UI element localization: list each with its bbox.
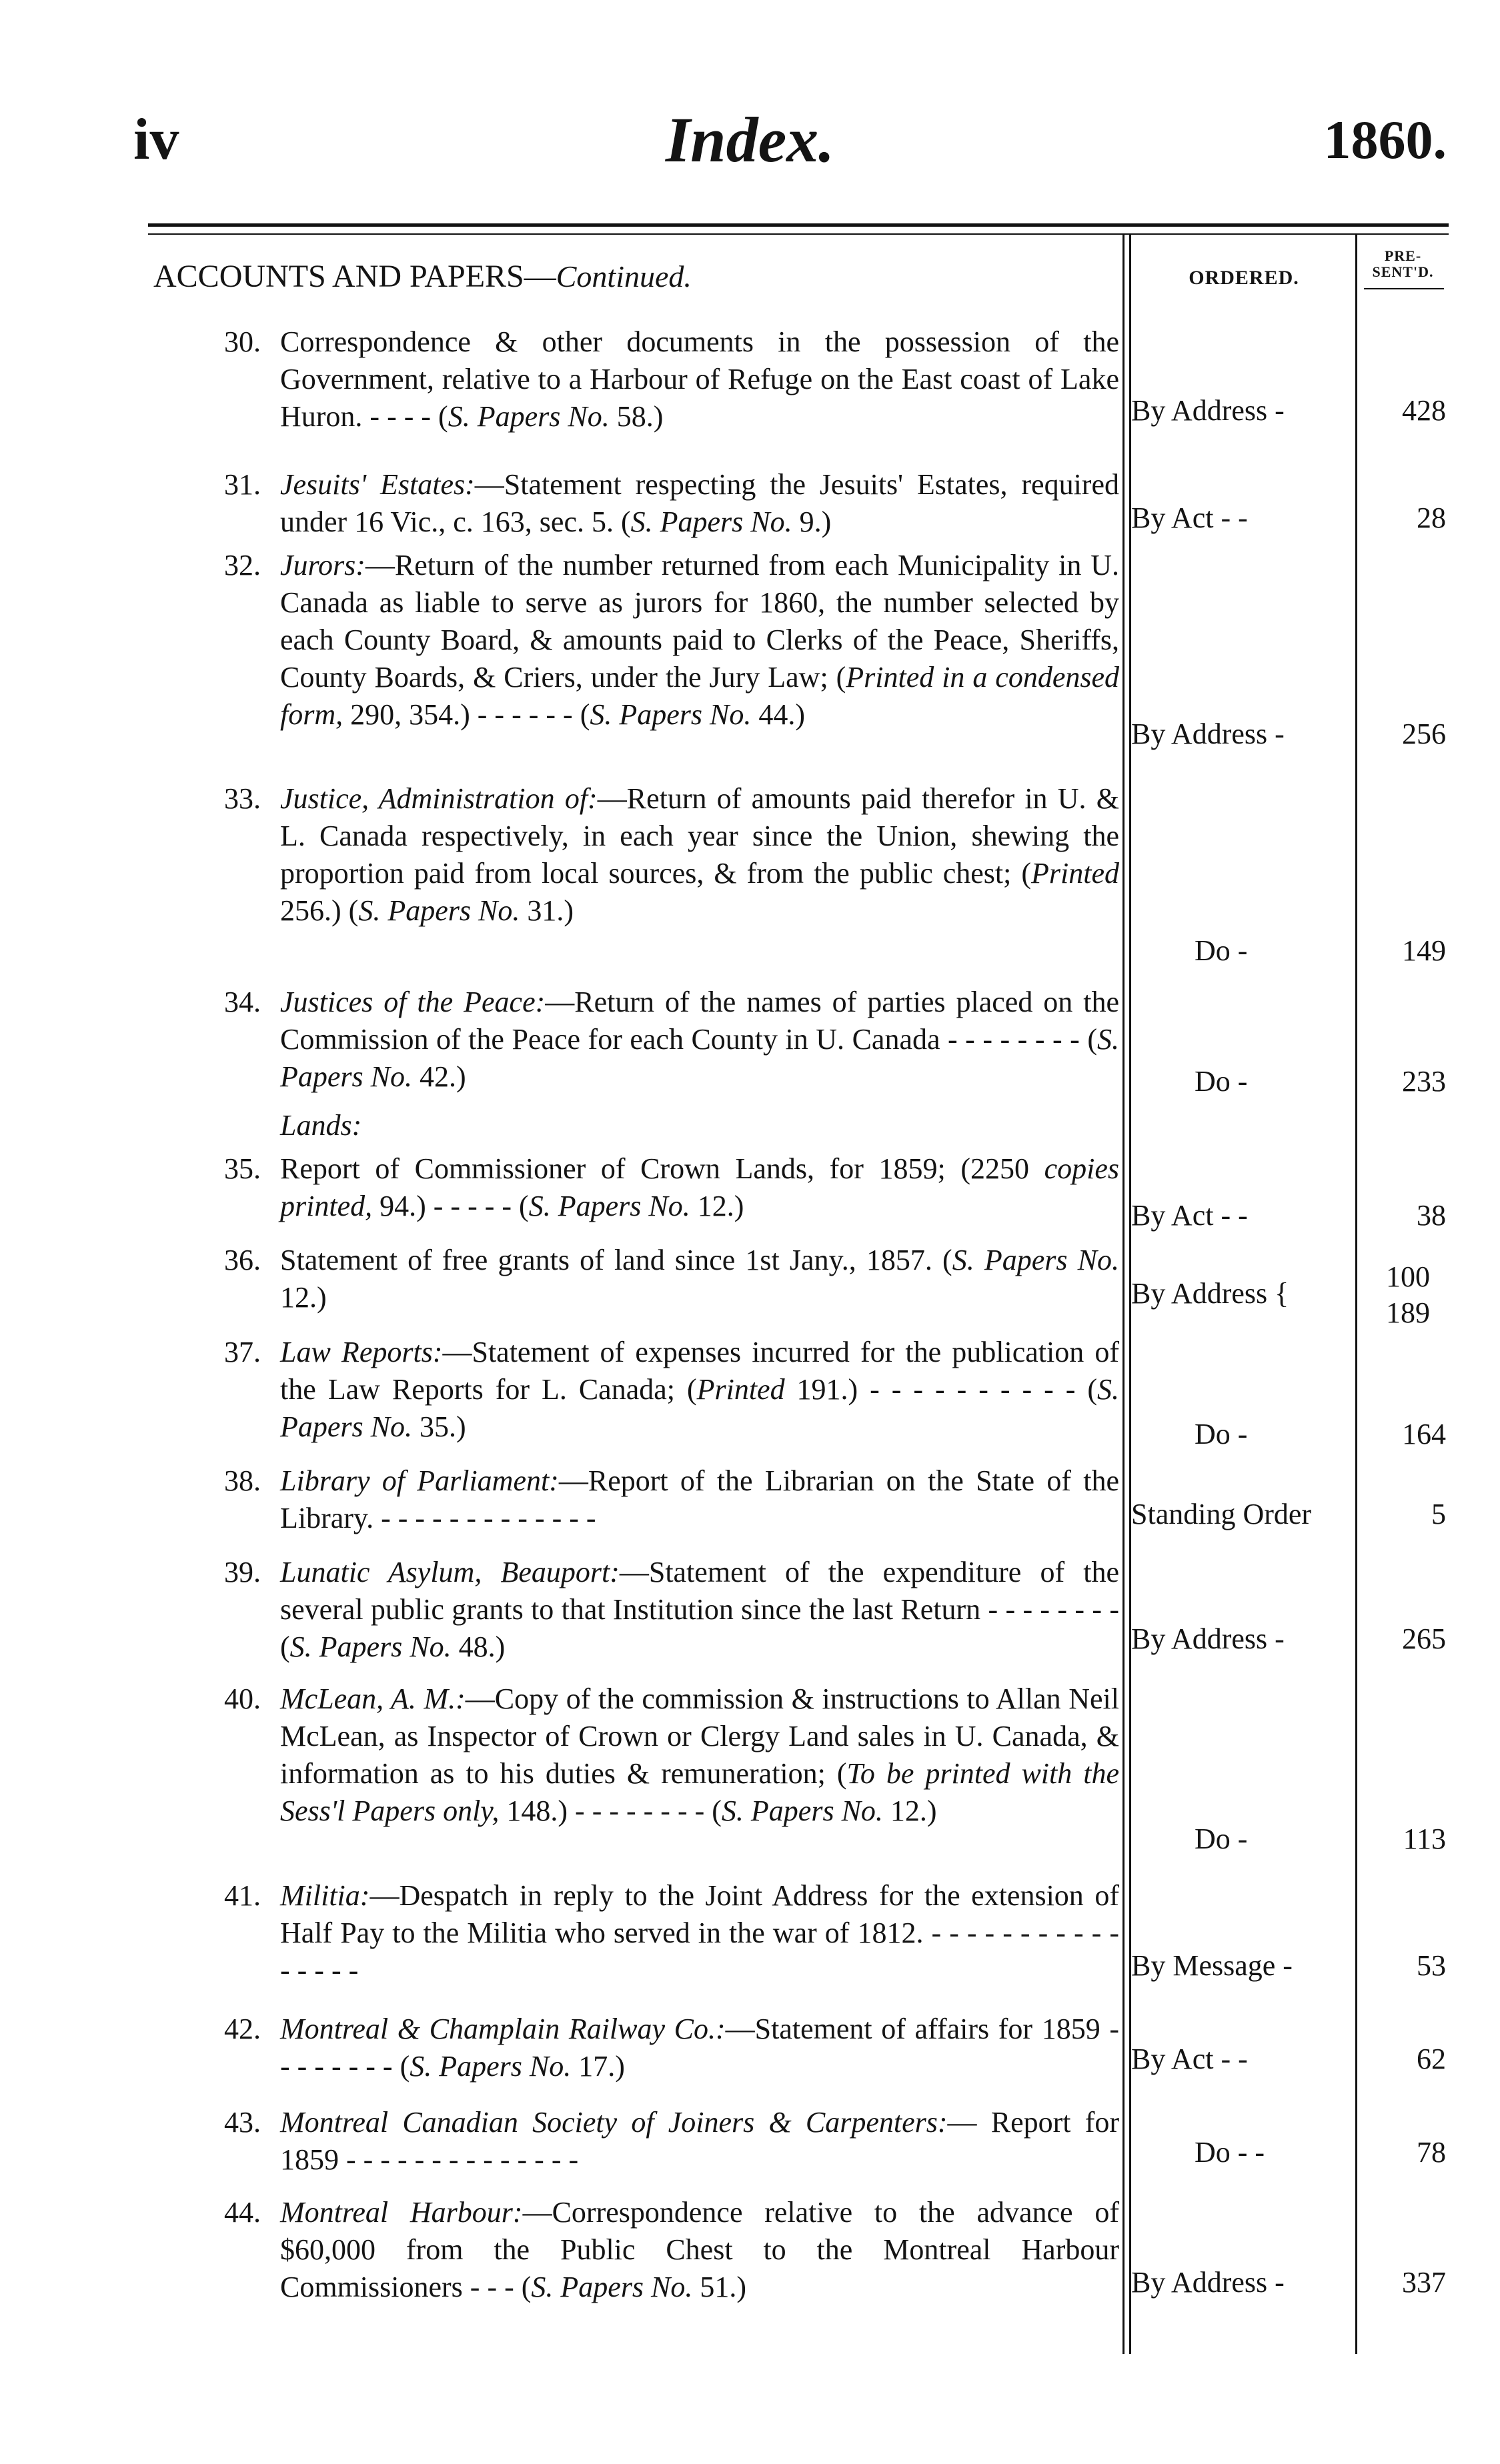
entry-text: —Return of the number returned from each Municipality in U. Canada as liable to serve as jurors for 1860, the number selected by each County Board, & amounts paid to Clerks of the Peace, Sheriffs, County Boards, & Criers, under the Jury Law; ( — [280, 549, 1119, 694]
entry-presented: 337 — [1402, 2266, 1446, 2299]
entry-italic-note: Printed in a condensed form, — [280, 661, 1119, 731]
entry-number: 32. — [224, 549, 261, 581]
entry-presented: 38 — [1417, 1199, 1446, 1232]
column-divider-right — [1355, 233, 1357, 2354]
entry-description — [280, 2104, 1119, 2179]
entry-paper-ref: S. Papers No. — [630, 505, 792, 538]
entry-paper-num: 9.) — [792, 505, 832, 538]
entry-paper-ref: S. Papers No. — [358, 894, 520, 927]
entry-description — [280, 780, 1119, 930]
entry-paper-num: 35.) — [412, 1410, 466, 1443]
column-header-ordered: ORDERED. — [1189, 267, 1299, 289]
entry-lead: Justice, Administration of: — [280, 782, 598, 815]
entry-ordered: Do - — [1195, 1822, 1248, 1855]
entry-paper-num: 44.) — [751, 698, 805, 731]
entry-lead: Jesuits' Estates: — [280, 468, 475, 501]
entry-italic-note: Printed — [696, 1373, 785, 1406]
entry-number: 34. — [224, 986, 261, 1018]
section-title: ACCOUNTS AND PAPERS— — [153, 259, 556, 294]
entry-description — [280, 2194, 1119, 2306]
entry-ordered: Do - — [1195, 934, 1248, 967]
entry-description — [280, 466, 1119, 541]
entry-paper-ref: S. Papers No. — [280, 1023, 1119, 1093]
entry-text: —Report of the Librarian on the State of the Library. - - - - - - - - - - - - - — [280, 1464, 1120, 1534]
lands-subheading: Lands: — [280, 1109, 362, 1142]
entry-paper-ref: S. Papers No. — [528, 1190, 690, 1222]
entry-paper-ref: S. Papers No. — [952, 1244, 1120, 1276]
entry-lead: Montreal Canadian Society of Joiners & Carpenters: — [280, 2106, 948, 2139]
entry-presented: 28 — [1417, 501, 1446, 534]
entry-presented: 100 189 — [1386, 1260, 1430, 1329]
entry-number: 33. — [224, 782, 261, 815]
entry-number: 39. — [224, 1556, 261, 1588]
entry-paper-num: 48.) — [451, 1630, 506, 1663]
entry-presented: 428 — [1402, 394, 1446, 427]
entry-ordered: By Act - - — [1131, 1199, 1248, 1232]
entry-description — [280, 2011, 1119, 2085]
entry-lead: Montreal Harbour: — [280, 2196, 523, 2229]
entry-text: — Report for 1859 - - - - - - - - - - - - - - — [280, 2106, 1119, 2176]
entry-number: 43. — [224, 2106, 261, 2139]
entry-text: —Statement of affairs for 1859 - - - - - - - - ( — [280, 2013, 1119, 2083]
entry-description — [280, 1554, 1119, 1666]
entry-lead: Law Reports: — [280, 1336, 443, 1368]
entry-text-cont: 290, 354.) - - - - - - ( — [343, 698, 590, 731]
entry-text: —Correspondence relative to the advance of $60,000 from the Public Chest to the Montreal Harbour Commissioners - - - ( — [280, 2196, 1119, 2303]
entry-ordered: By Address - — [1131, 394, 1285, 427]
entry-text: Statement of free grants of land since 1st Jany., 1857. ( — [280, 1244, 952, 1276]
entry-number: 30. — [224, 325, 261, 358]
page-year: 1860. — [1323, 109, 1447, 170]
entry-presented: 53 — [1417, 1949, 1446, 1982]
entry-description — [280, 1680, 1119, 1830]
column-header-presented-line2: SENT'D. — [1372, 263, 1434, 280]
entry-text: —Statement of the expenditure of the several public grants to that Institution since the last Return - - - - - - - - ( — [280, 1556, 1119, 1663]
entry-paper-ref: S. Papers No. — [410, 2050, 572, 2083]
entry-ordered: By Message - — [1131, 1949, 1293, 1982]
entry-paper-num: 12.) — [280, 1281, 327, 1314]
entry-italic-note: Printed — [1031, 857, 1119, 890]
entry-paper-ref: S. Papers No. — [531, 2271, 693, 2303]
entry-text: —Return of the names of parties placed on the Commission of the Peace for each County in U. Canada - - - - - - - - ( — [280, 986, 1119, 1056]
entry-ordered: By Act - - — [1131, 2043, 1248, 2075]
entry-number: 41. — [224, 1879, 261, 1912]
header-rule-thick — [148, 223, 1449, 227]
entry-text: Report of Commissioner of Crown Lands, for 1859; (2250 — [280, 1152, 1044, 1185]
entry-text-cont: 256.) ( — [280, 894, 359, 927]
entry-ordered: By Address - — [1131, 1622, 1285, 1655]
entry-lead: Justices of the Peace: — [280, 986, 546, 1018]
entry-text-cont: 94.) - - - - - ( — [372, 1190, 529, 1222]
entry-lead: Montreal & Champlain Railway Co.: — [280, 2013, 726, 2045]
entry-number: 36. — [224, 1244, 261, 1276]
entry-presented: 149 — [1402, 934, 1446, 967]
section-heading — [153, 257, 692, 297]
entry-number: 44. — [224, 2196, 261, 2229]
entry-description — [280, 1334, 1119, 1446]
entry-presented: 113 — [1403, 1822, 1446, 1855]
entry-ordered: By Address - — [1131, 2266, 1285, 2299]
entry-description — [280, 547, 1119, 734]
entry-ordered: By Address - — [1131, 718, 1285, 750]
entry-paper-num: 12.) — [882, 1794, 937, 1827]
entry-text: —Copy of the commission & instructions to Allan Neil McLean, as Inspector of Crown or Clergy Land sales in U. Canada, & information as to his duties & remuneration; ( — [280, 1682, 1119, 1790]
entry-text: —Despatch in reply to the Joint Address for the extension of Half Pay to the Militia who served in the war of 1812. - - - - - - - - - - - - - - - - — [280, 1879, 1119, 1987]
entry-paper-ref: S. Papers No. — [448, 400, 610, 433]
page-title: Index. — [665, 104, 835, 175]
column-header-underline — [1364, 288, 1444, 289]
entry-number: 37. — [224, 1336, 261, 1368]
entry-lead: Lunatic Asylum, Beauport: — [280, 1556, 620, 1588]
entry-text: Correspondence & other documents in the possession of the Government, relative to a Harbour of Refuge on the East coast of Lake Huron. - - - - ( — [280, 325, 1119, 433]
entry-lead: Jurors: — [280, 549, 365, 581]
entry-presented: 265 — [1402, 1622, 1446, 1655]
entry-number: 42. — [224, 2013, 261, 2045]
entry-text: —Return of amounts paid therefor in U. & L. Canada respectively, in each year since the Union, shewing the proportion paid from local sources, & from the public chest; ( — [280, 782, 1120, 890]
entry-paper-ref: S. Papers No. — [280, 1373, 1120, 1443]
entry-number: 38. — [224, 1464, 261, 1497]
entry-presented: 164 — [1402, 1418, 1446, 1450]
page-number: iv — [133, 107, 179, 172]
column-divider-left — [1122, 233, 1124, 2354]
entry-number: 35. — [224, 1152, 261, 1185]
entry-description — [280, 323, 1119, 435]
entry-description — [280, 984, 1119, 1096]
entry-presented: 78 — [1417, 2136, 1446, 2169]
entry-ordered: Do - — [1195, 1065, 1248, 1098]
entry-ordered: Do - - — [1195, 2136, 1265, 2169]
entry-description — [280, 1242, 1119, 1316]
entry-lead: Library of Parliament: — [280, 1464, 559, 1497]
entry-paper-ref: S. Papers No. — [289, 1630, 452, 1663]
entry-number: 40. — [224, 1682, 261, 1715]
entry-presented: 5 — [1431, 1498, 1446, 1530]
entry-paper-num: 51.) — [692, 2271, 747, 2303]
header-rule-thin — [148, 233, 1449, 235]
entry-italic-note: copies printed, — [280, 1152, 1119, 1222]
entry-description — [280, 1462, 1119, 1537]
entry-paper-num: 58.) — [609, 400, 664, 433]
entry-paper-num: 17.) — [571, 2050, 625, 2083]
entry-text-cont: 148.) - - - - - - - - ( — [499, 1794, 722, 1827]
entry-ordered: Do - — [1195, 1418, 1248, 1450]
entry-paper-ref: S. Papers No. — [721, 1794, 883, 1827]
section-title-continued: Continued. — [556, 259, 692, 293]
entry-description — [280, 1150, 1119, 1225]
entry-paper-num: 31.) — [520, 894, 574, 927]
entry-paper-ref: S. Papers No. — [590, 698, 752, 731]
entry-text-cont: 191.) - - - - - - - - - - ( — [784, 1373, 1098, 1406]
entry-text: —Statement respecting the Jesuits' Estates, required under 16 Vic., c. 163, sec. 5. ( — [280, 468, 1119, 538]
entry-text: —Statement of expenses incurred for the publication of the Law Reports for L. Canada; ( — [280, 1336, 1119, 1406]
entry-presented: 62 — [1417, 2043, 1446, 2075]
entry-lead: McLean, A. M.: — [280, 1682, 466, 1715]
column-header-presented-line1: PRE- — [1384, 247, 1422, 264]
entry-ordered: By Address { — [1131, 1277, 1289, 1310]
entry-presented: 233 — [1402, 1065, 1446, 1098]
entry-lead: Militia: — [280, 1879, 370, 1912]
column-header-presented — [1357, 248, 1449, 280]
entry-paper-num: 42.) — [412, 1060, 466, 1093]
entry-presented: 256 — [1402, 718, 1446, 750]
entry-paper-num: 12.) — [690, 1190, 744, 1222]
entry-ordered: By Act - - — [1131, 501, 1248, 534]
entry-number: 31. — [224, 468, 261, 501]
entry-description — [280, 1877, 1119, 1989]
entry-italic-note: To be printed with the Sess'l Papers only, — [280, 1757, 1119, 1827]
entry-ordered: Standing Order — [1131, 1498, 1312, 1530]
